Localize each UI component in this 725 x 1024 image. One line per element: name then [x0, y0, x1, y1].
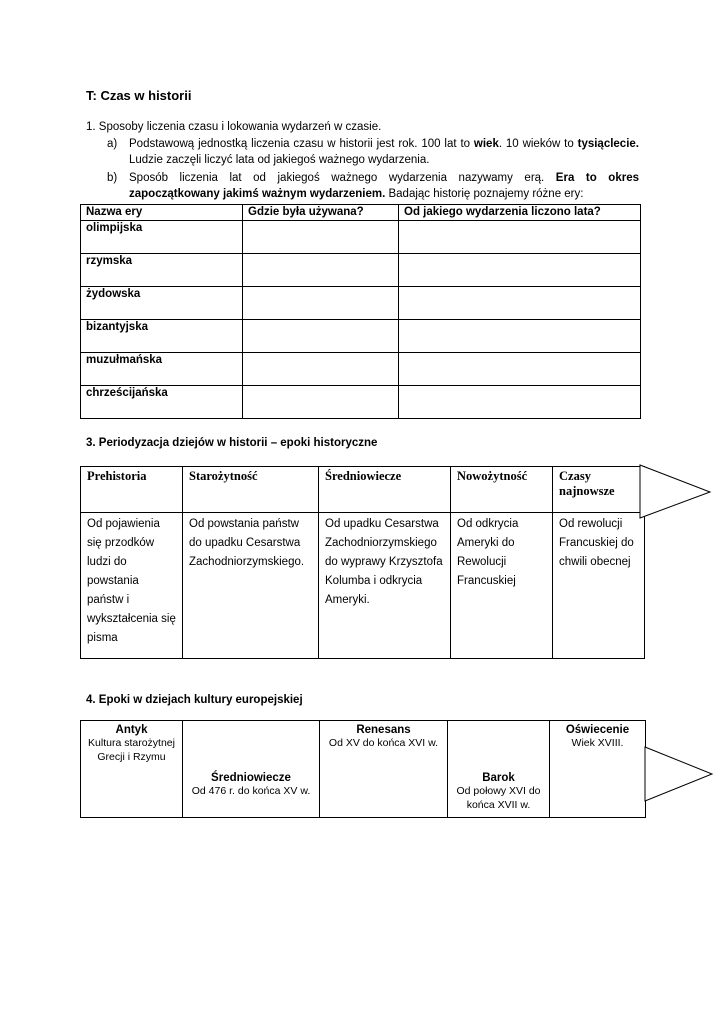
term-tysiaclecie: tysiąclecie. — [577, 138, 639, 150]
epoch-description: Od 476 r. do końca XV w. — [191, 785, 311, 797]
culture-barok — [448, 721, 550, 818]
section-3-heading: 3. Periodyzacja dziejów w historii – epoki historyczne — [86, 437, 378, 449]
epoch-description: Od upadku Cesarstwa Zachodniorzymskiego do wyprawy Krzysztofa Kolumba i odkrycia Ameryki. — [319, 513, 451, 659]
epoch-header: Czasy najnowsze — [553, 467, 645, 513]
era-name: rzymska — [81, 254, 243, 287]
list-item-b — [129, 171, 639, 202]
culture-antyk — [81, 721, 183, 818]
header-cell: Gdzie była używana? — [243, 205, 399, 221]
epoch-name: Antyk — [115, 724, 148, 736]
answer-cell[interactable] — [243, 287, 399, 320]
epoch-description: Od połowy XVI do końca XVII w. — [456, 785, 541, 811]
epoch-header: Średniowiecze — [319, 467, 451, 513]
table-row — [81, 254, 641, 287]
answer-cell[interactable] — [243, 386, 399, 419]
epochs-table — [80, 466, 645, 659]
table-row — [81, 386, 641, 419]
answer-cell[interactable] — [399, 287, 641, 320]
era-name: olimpijska — [81, 221, 243, 254]
era-name: muzułmańska — [81, 353, 243, 386]
epoch-name: Barok — [482, 772, 515, 784]
table-row — [81, 287, 641, 320]
epoch-header: Prehistoria — [81, 467, 183, 513]
text: Sposób liczenia lat od jakiegoś ważnego wydarzenia nazywamy erą. — [129, 172, 556, 184]
table-header-row — [81, 205, 641, 221]
arrow-right-icon — [642, 744, 716, 804]
text: Podstawową jednostką liczenia czasu w historii jest rok. 100 lat to — [129, 138, 474, 150]
epoch-description: Wiek XVIII. — [571, 737, 624, 749]
text: . 10 wieków to — [498, 138, 578, 150]
table-row — [81, 513, 645, 659]
culture-oswiecenie — [550, 721, 646, 818]
text: Badając historię poznajemy różne ery: — [385, 187, 584, 200]
table-row — [81, 353, 641, 386]
page-title: T: Czas w historii — [86, 88, 192, 103]
epoch-description: Od powstania państw do upadku Cesarstwa Zachodniorzymskiego. — [183, 513, 319, 659]
section-4-heading: 4. Epoki w dziejach kultury europejskiej — [86, 694, 303, 706]
table-header-row — [81, 467, 645, 513]
epoch-header: Nowożytność — [451, 467, 553, 513]
answer-cell[interactable] — [399, 386, 641, 419]
header-cell: Od jakiego wydarzenia liczono lata? — [399, 205, 641, 221]
culture-renesans — [320, 721, 448, 818]
epoch-header: Starożytność — [183, 467, 319, 513]
epoch-description: Od odkrycia Ameryki do Rewolucji Francuskiej — [451, 513, 553, 659]
text: Ludzie zaczęli liczyć lata od jakiegoś ważnego wydarzenia. — [129, 153, 430, 166]
epoch-description: Od pojawienia się przodków ludzi do powstania państw i wykształcenia się pisma — [81, 513, 183, 659]
answer-cell[interactable] — [399, 320, 641, 353]
answer-cell[interactable] — [399, 254, 641, 287]
culture-sredniowiecze — [183, 721, 320, 818]
epoch-name: Oświecenie — [565, 724, 630, 736]
era-name: żydowska — [81, 287, 243, 320]
list-marker-b: b) — [107, 172, 118, 184]
epoch-name: Średniowiecze — [211, 772, 291, 784]
eras-table — [80, 204, 641, 419]
list-marker-a: a) — [107, 138, 118, 150]
culture-table — [80, 720, 646, 818]
era-name: chrześcijańska — [81, 386, 243, 419]
answer-cell[interactable] — [399, 221, 641, 254]
term-wiek: wiek — [473, 138, 499, 150]
answer-cell[interactable] — [243, 254, 399, 287]
arrow-right-icon — [638, 463, 714, 521]
table-row — [81, 221, 641, 254]
era-name: bizantyjska — [81, 320, 243, 353]
era-definition: Era to okres zapoczątkowany jakimś ważnym wydarzeniem. — [129, 172, 639, 200]
epoch-description: Od rewolucji Francuskiej do chwili obecnej — [553, 513, 645, 659]
header-cell: Nazwa ery — [81, 205, 243, 221]
list-item-a — [129, 137, 639, 168]
section-1-heading: 1. Sposoby liczenia czasu i lokowania wydarzeń w czasie. — [86, 121, 382, 133]
epoch-description: Kultura starożytnej Grecji i Rzymu — [88, 737, 175, 763]
answer-cell[interactable] — [243, 221, 399, 254]
answer-cell[interactable] — [399, 353, 641, 386]
answer-cell[interactable] — [243, 320, 399, 353]
epoch-description: Od XV do końca XVI w. — [328, 737, 439, 749]
epoch-name: Renesans — [356, 724, 411, 736]
answer-cell[interactable] — [243, 353, 399, 386]
table-row — [81, 320, 641, 353]
